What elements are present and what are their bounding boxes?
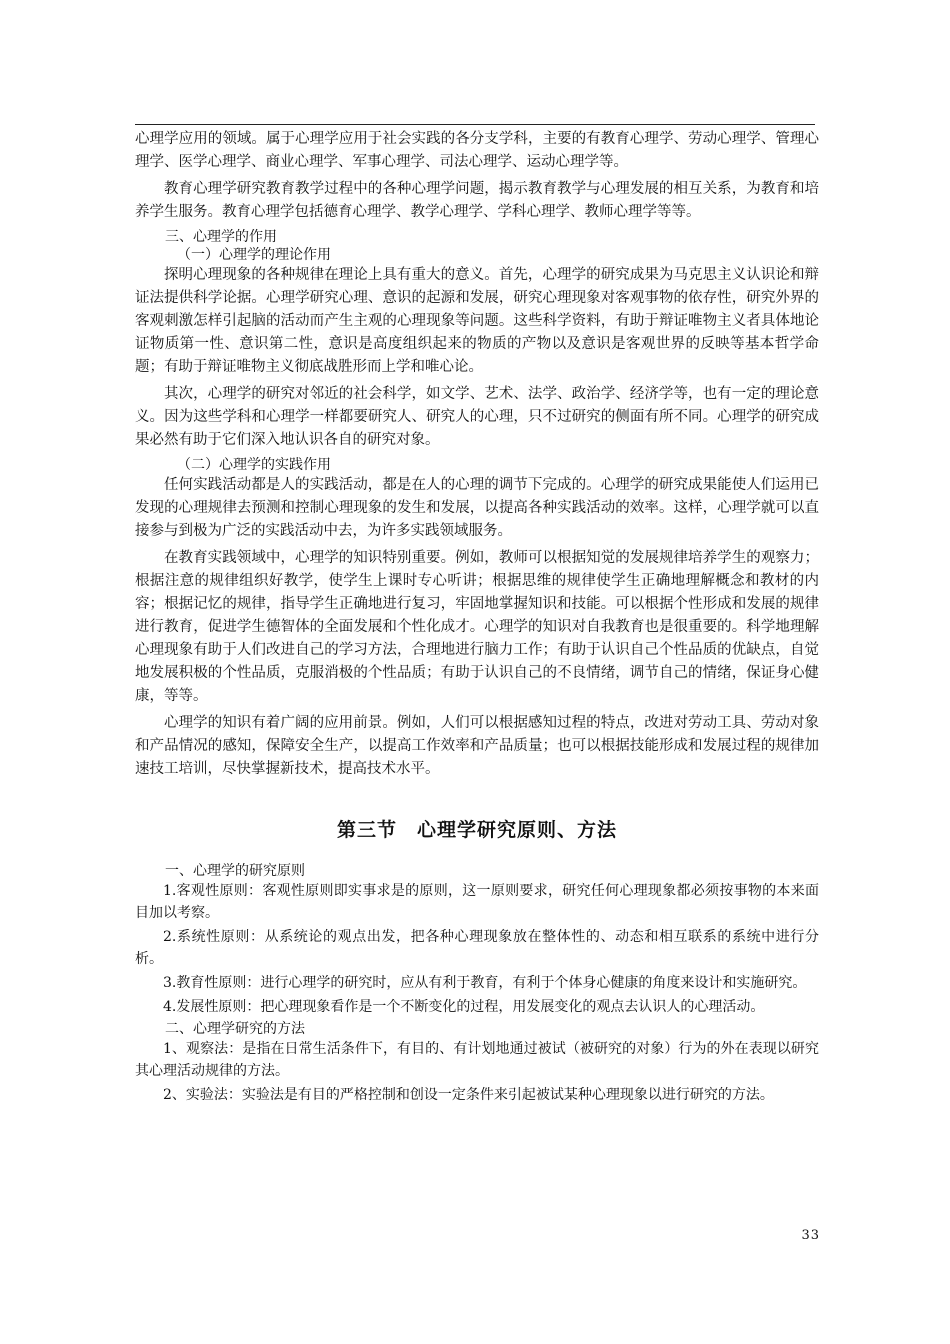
paragraph-practice-2: 在教育实践领域中，心理学的知识特别重要。例如，教师可以根据知觉的发展规律培养学生的观察力；根据注意的规律组织好教学，使学生上课时专心听讲；根据思维的规律使学生正确地理解概念和教材的内容；根据记忆的规律，指导学生正确地进行复习，牢固地掌握知识和技能。可以根据个性形成和发展的规律进行教育，促进学生德智体的全面发展和个性化成才。心理学的知识对自我教育也是很重要的。科学地理解心理现象有助于人们改进自己的学习方法，合理地进行脑力工作；有助于认识自己个性品质的优缺点，自觉地发展积极的个性品质，克服消极的个性品质；有助于认识自己的不良情绪，调节自己的情绪，保证身心健康，等等。 — [135, 550, 819, 704]
paragraph-theory-2: 其次，心理学的研究对邻近的社会科学，如文学、艺术、法学、政治学、经济学等，也有一定的理论意义。因为这些学科和心理学一样都要研究人、研究人的心理，只不过研究的侧面有所不同。心理学的研究成果必然有助于它们深入地认识各自的研究对象。 — [135, 386, 819, 448]
method-observation: 1、观察法：是指在日常生活条件下，有目的、有计划地通过被试（被研究的对象）行为的外在表现以研究其心理活动规律的方法。 — [135, 1041, 819, 1079]
heading-role-of-psychology: 三、心理学的作用 — [165, 229, 277, 245]
principle-systematic: 2.系统性原则：从系统论的观点出发，把各种心理现象放在整体性的、动态和相互联系的系统中进行分析。 — [135, 929, 819, 967]
paragraph-practice-3: 心理学的知识有着广阔的应用前景。例如，人们可以根据感知过程的特点，改进对劳动工具、劳动对象和产品情况的感知，保障安全生产，以提高工作效率和产品质量；也可以根据技能形成和发展过程的规律加速技工培训，尽快掌握新技术，提高技术水平。 — [135, 715, 819, 777]
heading-practical-role: （二）心理学的实践作用 — [177, 457, 331, 473]
principle-educational: 3.教育性原则：进行心理学的研究时，应从有利于教育，有利于个体身心健康的角度来设计和实施研究。 — [163, 975, 807, 991]
header-rule — [135, 124, 815, 125]
principle-developmental: 4.发展性原则：把心理现象看作是一个不断变化的过程，用发展变化的观点去认识人的心理活动。 — [163, 999, 765, 1015]
heading-research-principles: 一、心理学的研究原则 — [165, 863, 305, 879]
page-content — [135, 128, 819, 1108]
heading-theoretical-role: （一）心理学的理论作用 — [177, 247, 331, 263]
page-number: 33 — [801, 1228, 820, 1243]
principle-objectivity: 1.客观性原则：客观性原则即实事求是的原则，这一原则要求，研究任何心理现象都必须按事物的本来面目加以考察。 — [135, 883, 819, 921]
paragraph-educational-psychology: 教育心理学研究教育教学过程中的各种心理学问题，揭示教育教学与心理发展的相互关系，为教育和培养学生服务。教育心理学包括德育心理学、教学心理学、学科心理学、教师心理学等等。 — [135, 181, 819, 220]
heading-research-methods: 二、心理学研究的方法 — [165, 1021, 305, 1037]
paragraph-theory-1: 探明心理现象的各种规律在理论上具有重大的意义。首先，心理学的研究成果为马克思主义认识论和辩证法提供科学论据。心理学研究心理、意识的起源和发展，研究心理现象对客观事物的依存性，研究外界的客观刺激怎样引起脑的活动而产生主观的心理现象等问题。这些科学资料，有助于辩证唯物主义者具体地论证物质第一性、意识第二性，意识是高度组织起来的物质的产物以及意识是客观世界的反映等基本哲学命题；有助于辩证唯物主义彻底战胜形而上学和唯心论。 — [135, 267, 819, 375]
paragraph-practice-1: 任何实践活动都是人的实践活动，都是在人的心理的调节下完成的。心理学的研究成果能使人们运用已发现的心理规律去预测和控制心理现象的发生和发展，以提高各种实践活动的效率。这样，心理学就可以直接参与到极为广泛的实践活动中去，为许多实践领域服务。 — [135, 477, 819, 539]
method-experiment: 2、实验法：实验法是有目的严格控制和创设一定条件来引起被试某种心理现象以进行研究的方法。 — [163, 1087, 774, 1103]
paragraph-continued: 心理学应用的领域。属于心理学应用于社会实践的各分支学科，主要的有教育心理学、劳动心理学、管理心理学、医学心理学、商业心理学、军事心理学、司法心理学、运动心理学等。 — [135, 131, 819, 170]
section-title: 第三节 心理学研究原则、方法 — [336, 819, 617, 841]
